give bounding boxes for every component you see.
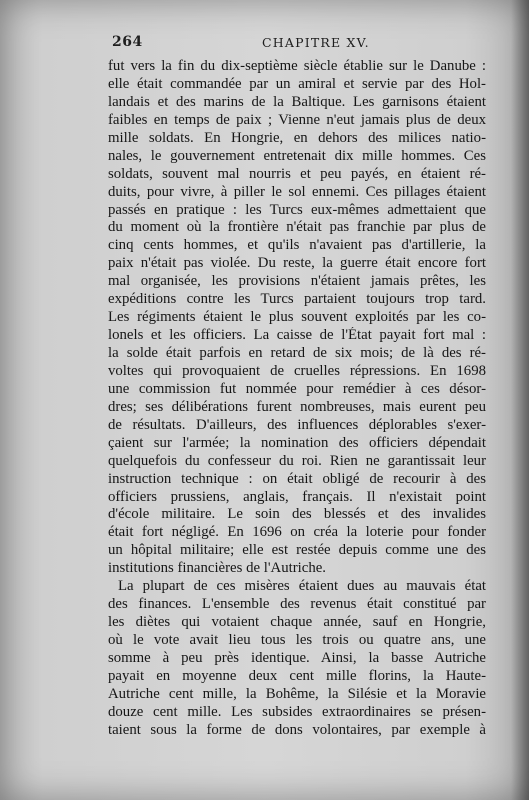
text-line: landais et des marins de la Baltique. Les garnisons étaient — [108, 93, 486, 110]
text-line: faibles en temps de paix ; Vienne n'eut jamais plus de deux — [108, 111, 486, 128]
text-line: elle était commandée par un amiral et servie par des Hol- — [108, 75, 486, 92]
text-line: dres; ses délibérations furent nombreuses, mais eurent peu — [108, 398, 486, 415]
text-line: mal organisée, les provisions n'étaient jamais prêtes, les — [108, 273, 486, 290]
page-header — [112, 34, 482, 54]
text-line: institutions financières de l'Autriche. — [108, 560, 326, 577]
text-line: lonels et les officiers. La caisse de l'État payait fort mal : — [108, 327, 486, 344]
text-line: les diètes qui votaient chaque année, sauf en Hongrie, — [108, 614, 486, 631]
text-line: quelquefois du confesseur du roi. Rien ne garantissait leur — [108, 452, 486, 469]
text-line: passés en pratique : les Turcs eux-mêmes admettaient que — [108, 201, 486, 218]
text-line: voltes qui provoquaient de cruelles répressions. En 1698 — [108, 362, 486, 379]
text-line: une commission fut nommée pour remédier à ces désor- — [108, 380, 486, 397]
text-line: taient sous la forme de dons volontaires, par exemple à — [108, 721, 486, 738]
text-line: nales, le gouvernement entretenait dix mille hommes. Ces — [108, 147, 486, 164]
text-line: fut vers la fin du dix-septième siècle établie sur le Danube : — [108, 58, 486, 74]
text-line: douze cent mille. Les subsides extraordinaires se présen- — [108, 703, 486, 720]
text-line: où le vote avait lieu tous les trois ou quatre ans, une — [108, 632, 486, 648]
body-text — [108, 58, 486, 740]
text-line: soldats, souvent mal nourris et peu payés, en étaient ré- — [108, 165, 486, 182]
text-line: çaient sur l'armée; la nomination des officiers dépendait — [108, 434, 486, 451]
text-line: duits, pour vivre, à piller le sol ennemi. Ces pillages étaient — [108, 183, 486, 200]
text-line: était fort négligé. En 1696 on créa la loterie pour fonder — [108, 524, 486, 541]
running-head: CHAPITRE XV. — [262, 35, 370, 50]
text-line: instruction technique : on était obligé de recourir à des — [108, 470, 486, 487]
text-line: d'école militaire. Le soin des blessés et des invalides — [108, 506, 486, 523]
text-line: du moment où la frontière n'était pas franchie par plus de — [108, 219, 486, 236]
page-number: 264 — [112, 34, 143, 50]
text-line: paix n'était pas violée. Du reste, la guerre était encore fort — [108, 255, 486, 272]
text-line: des finances. L'ensemble des revenus était constitué par — [108, 596, 486, 613]
text-line: mille soldats. En Hongrie, en dehors des milices natio- — [108, 129, 486, 146]
text-line: cinq cents hommes, et qu'ils n'avaient pas d'artillerie, la — [108, 237, 486, 254]
text-line: La plupart de ces misères étaient dues au mauvais état — [118, 578, 486, 595]
page-edge-shadow — [511, 0, 529, 800]
text-line: de résultats. D'ailleurs, des influences déplorables s'exer- — [108, 416, 486, 433]
text-line: somme à peu près identique. Ainsi, la basse Autriche — [108, 649, 486, 666]
text-line: officiers prussiens, anglais, français. Il n'existait point — [108, 488, 486, 505]
text-line: la solde était parfois en retard de six mois; de là des ré- — [108, 345, 486, 361]
text-line: un hôpital militaire; elle est restée depuis comme une des — [108, 542, 486, 559]
text-line: Les régiments étaient le plus souvent exploités par les co- — [108, 309, 486, 326]
text-line: expéditions contre les Turcs partaient toujours trop tard. — [108, 291, 486, 308]
text-line: Autriche cent mille, la Bohême, la Silésie et la Moravie — [108, 685, 486, 702]
text-line: payait en moyenne deux cent mille florins, la Haute- — [108, 667, 486, 684]
